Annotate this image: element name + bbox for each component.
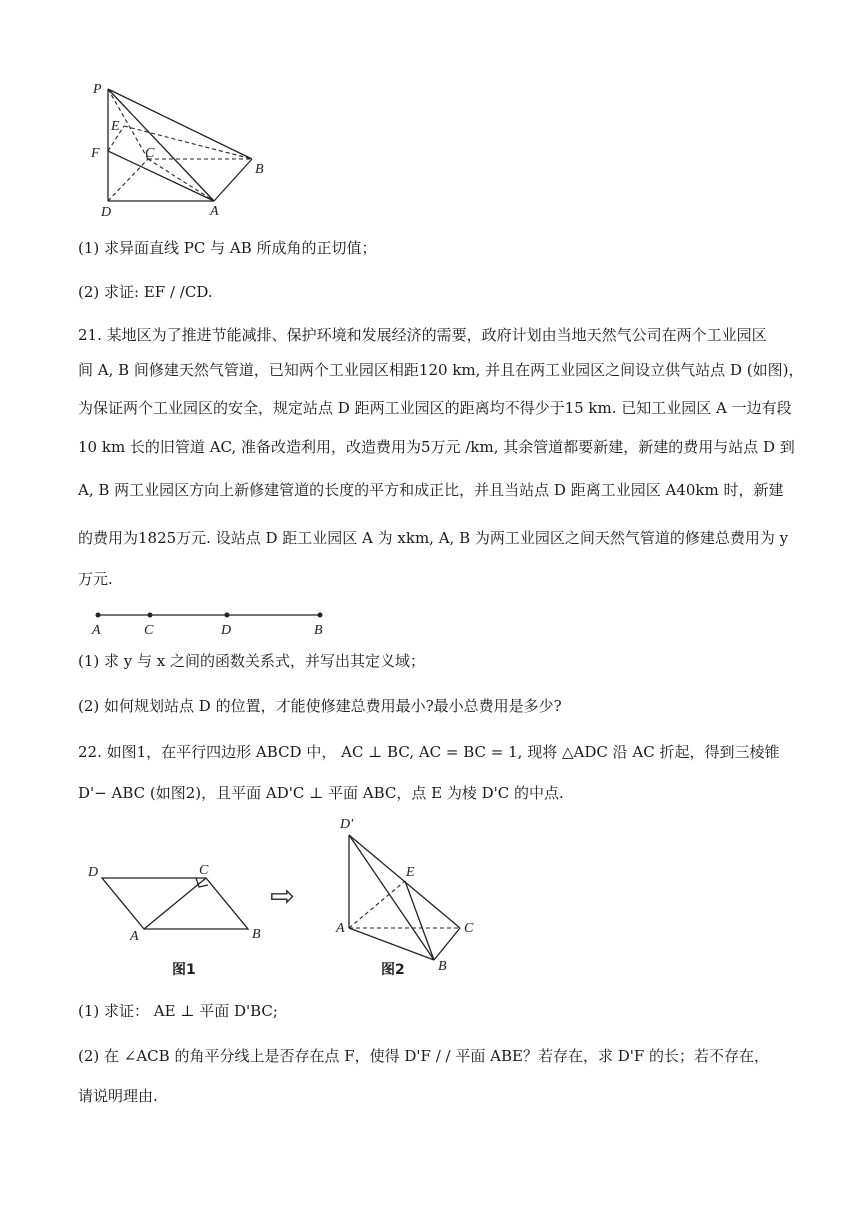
- pyramid-figure: [84, 80, 274, 220]
- fig2-label-a: A: [336, 921, 345, 936]
- fold-arrow-icon: ⇨: [270, 879, 296, 914]
- fig1-label-c: C: [199, 863, 209, 878]
- point-label-p: P: [93, 82, 102, 97]
- q21-part2: (2) 如何规划站点 D 的位置，才能使修建总费用最小?最小总费用是多少?: [78, 697, 562, 715]
- fig1-label-a: A: [130, 929, 139, 944]
- q21-part1: (1) 求 y 与 x 之间的函数关系式，并写出其定义域；: [78, 652, 426, 670]
- fig2-label-c: C: [464, 921, 474, 936]
- point-label-f: F: [91, 146, 100, 161]
- q22-line-2: D'− ABC (如图2)，且平面 AD'C ⊥ 平面 ABC，点 E 为棱 D'C 的中点.: [78, 784, 564, 802]
- q20-part2: (2) 求证: EF / /CD.: [78, 283, 213, 301]
- q21-line-6: 的费用为1825万元. 设站点 D 距工业园区 A 为 xkm, A, B 为两工业园区之间天然气管道的修建总费用为 y: [78, 529, 789, 547]
- point-label-e: E: [111, 119, 120, 134]
- q21-line-2: 间 A, B 间修建天然气管道，已知两个工业园区相距120 km, 并且在两工业园区之间设立供气站点 D (如图)，: [78, 361, 804, 379]
- q21-line-4: 10 km 长的旧管道 AC, 准备改造利用，改造费用为5万元 /km, 其余管道都要新建，新建的费用与站点 D 到: [78, 438, 795, 456]
- number-line-label-a: A: [92, 623, 101, 638]
- q22-part1: (1) 求证： AE ⊥ 平面 D'BC;: [78, 1002, 278, 1020]
- fold-figures: [84, 812, 484, 982]
- fig1-label-b: B: [252, 927, 261, 942]
- fig2-label-d-prime: D': [340, 817, 354, 832]
- fig1-label-d: D: [88, 865, 99, 880]
- fig2-label-e: E: [406, 865, 415, 880]
- point-label-b: B: [255, 162, 264, 177]
- q22-line-1: 22. 如图1，在平行四边形 ABCD 中， AC ⊥ BC, AC = BC = 1, 现将 △ADC 沿 AC 折起，得到三棱锥: [78, 743, 780, 761]
- q22-part2: (2) 在 ∠ACB 的角平分线上是否存在点 F，使得 D'F / / 平面 ABE？若存在，求 D'F 的长；若不存在，: [78, 1047, 770, 1065]
- number-line-label-d: D: [221, 623, 232, 638]
- point-label-d: D: [101, 205, 112, 220]
- number-line-label-c: C: [144, 623, 154, 638]
- q22-part2-continued: 请说明理由.: [78, 1087, 158, 1105]
- fig2-label-b: B: [438, 959, 447, 974]
- number-line-figure: [84, 605, 344, 641]
- q21-line-7: 万元.: [78, 570, 113, 588]
- q21-line-5: A, B 两工业园区方向上新修建管道的长度的平方和成正比，并且当站点 D 距离工业园区 A40km 时，新建: [78, 481, 784, 499]
- fig2-caption: 图2: [381, 962, 405, 978]
- q21-line-3: 为保证两个工业园区的安全，规定站点 D 距两工业园区的距离均不得少于15 km. 已知工业园区 A 一边有段: [78, 399, 792, 417]
- q20-part1: (1) 求异面直线 PC 与 AB 所成角的正切值；: [78, 239, 377, 257]
- fig1-caption: 图1: [172, 962, 196, 978]
- point-label-a: A: [210, 204, 219, 219]
- q21-line-1: 21. 某地区为了推进节能减排、保护环境和发展经济的需要，政府计划由当地天然气公司在两个工业园区: [78, 326, 767, 344]
- number-line-label-b: B: [314, 623, 323, 638]
- point-label-c: C: [145, 146, 155, 161]
